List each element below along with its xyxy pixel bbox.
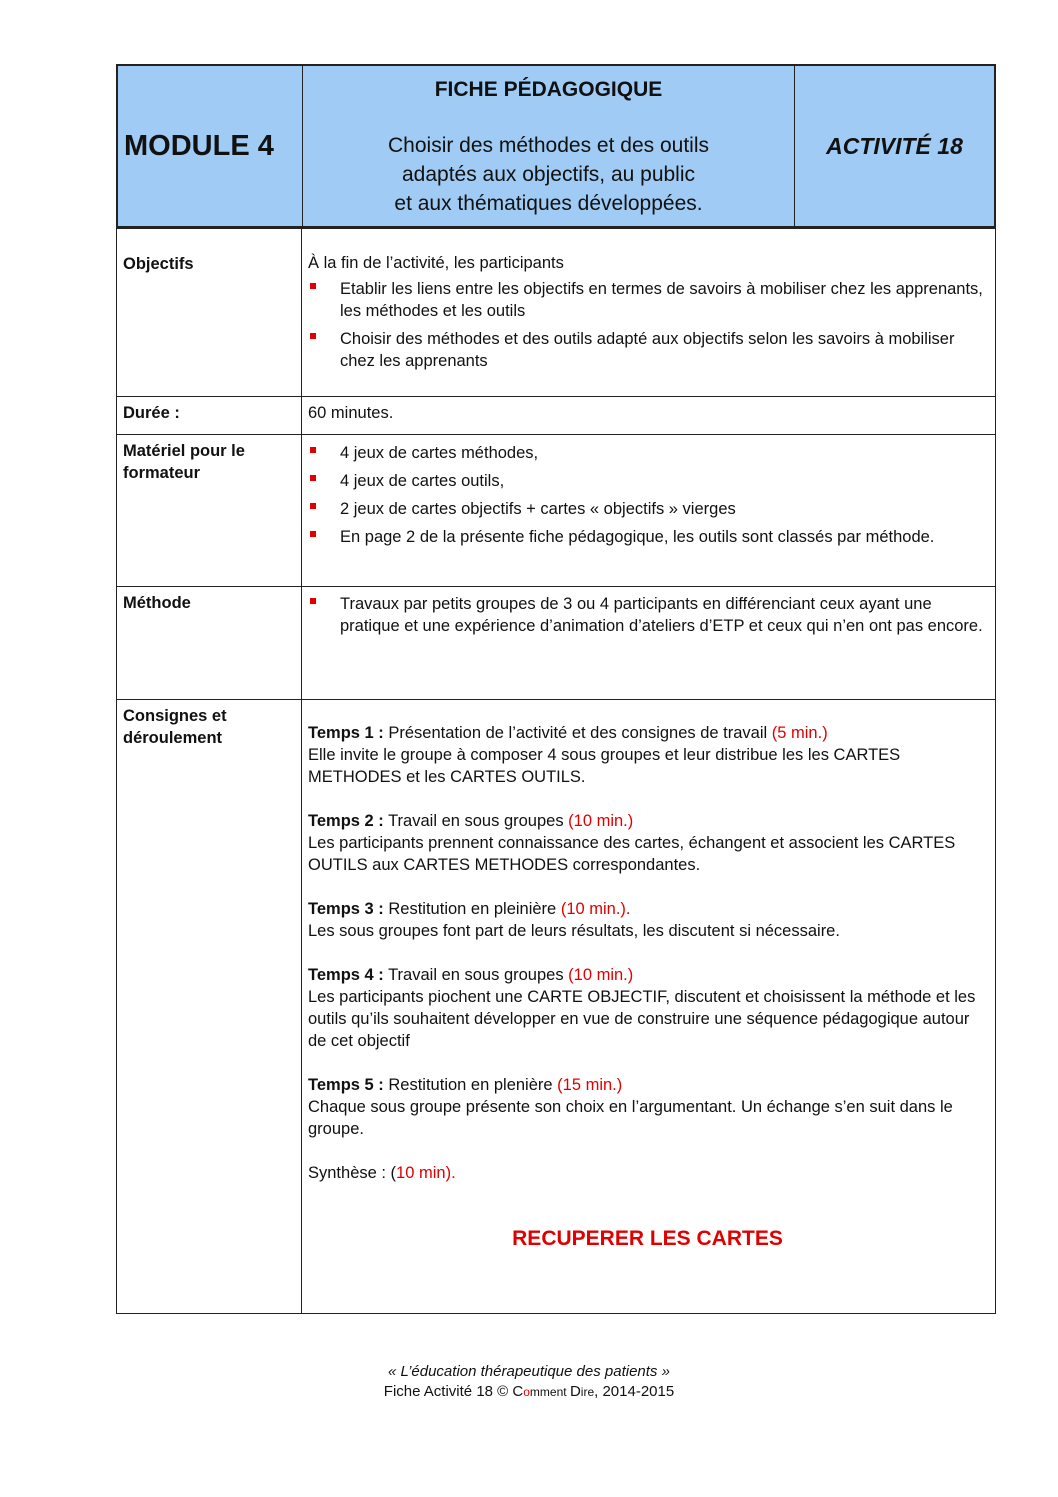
list-item: Choisir des méthodes et des outils adapté aux objectifs selon les savoirs à mobiliser chez les apprenants	[308, 328, 987, 372]
list-item: Etablir les liens entre les objectifs en termes de savoirs à mobiliser chez les apprenants, les méthodes et les outils	[308, 278, 987, 322]
synthese-duration: 10 min).	[396, 1164, 456, 1182]
content-methode	[302, 587, 996, 700]
content-objectifs	[302, 229, 996, 397]
bullet-square-icon	[310, 503, 316, 509]
brand-d: D	[569, 1383, 581, 1400]
step-1	[308, 722, 987, 788]
step-heading: Restitution en pleinière	[383, 900, 561, 918]
footer-title: « L’éducation thérapeutique des patients »	[388, 1363, 670, 1380]
subject-line: adaptés aux objectifs, au public	[401, 163, 696, 186]
bullet-square-icon	[310, 531, 316, 537]
step-2	[308, 810, 987, 876]
list-item: 4 jeux de cartes méthodes,	[308, 442, 987, 464]
step-3	[308, 898, 987, 942]
subject-title	[303, 131, 794, 218]
brand-ire: ire	[580, 1385, 595, 1399]
sheet-header	[116, 64, 996, 228]
step-text: Les sous groupes font part de leurs résultats, les discutent si nécessaire.	[308, 922, 840, 940]
row-objectifs	[117, 229, 996, 397]
label-duree: Durée :	[117, 397, 302, 435]
page-footer	[0, 1362, 1058, 1402]
subject-line: et aux thématiques développées.	[394, 192, 703, 215]
content-duree: 60 minutes.	[302, 397, 996, 435]
header-center	[303, 66, 795, 226]
step-text: Les participants prennent connaissance des cartes, échangent et associent les CARTES OUTILS aux CARTES METHODES correspondantes.	[308, 834, 956, 874]
step-4	[308, 964, 987, 1052]
step-heading: Travail en sous groupes	[383, 966, 569, 984]
footer-prefix: Fiche Activité 18 ©	[383, 1383, 513, 1400]
step-title: Temps 3 :	[308, 900, 384, 918]
step-5	[308, 1074, 987, 1140]
step-title: Temps 5 :	[308, 1076, 384, 1094]
row-duree	[117, 397, 996, 435]
step-heading: Travail en sous groupes	[383, 812, 569, 830]
synthese-label: Synthèse : (	[308, 1164, 397, 1182]
step-duration: (15 min.)	[557, 1076, 623, 1094]
row-methode	[117, 587, 996, 700]
brand-o: o	[523, 1385, 530, 1399]
step-title: Temps 4 :	[308, 966, 384, 984]
row-materiel	[117, 435, 996, 587]
module-title: MODULE 4	[118, 66, 303, 226]
list-item: 4 jeux de cartes outils,	[308, 470, 987, 492]
label-objectifs: Objectifs	[117, 229, 302, 397]
methode-list	[308, 593, 987, 637]
objectifs-intro: À la fin de l’activité, les participants	[308, 254, 564, 272]
step-duration: (10 min.)	[568, 966, 634, 984]
bullet-square-icon	[310, 475, 316, 481]
objectifs-list	[308, 278, 987, 372]
list-item: 2 jeux de cartes objectifs + cartes « objectifs » vierges	[308, 498, 987, 520]
step-text: Les participants piochent une CARTE OBJECTIF, discutent et choisissent la méthode et les outils qu’ils souhaitent développer en vue de construire une séquence pédagogique autour de cet objectif	[308, 988, 976, 1050]
step-text: Elle invite le groupe à composer 4 sous groupes et leur distribue les les CARTES METHODES et les CARTES OUTILS.	[308, 746, 901, 786]
bullet-square-icon	[310, 447, 316, 453]
list-item: Travaux par petits groupes de 3 ou 4 participants en différenciant ceux ayant une pratique et une expérience d’animation d’ateliers d’ETP et ceux qui n’en ont pas encore.	[308, 593, 987, 637]
step-heading: Présentation de l’activité et des consignes de travail	[383, 724, 772, 742]
step-duration: (10 min.).	[560, 900, 631, 918]
content-materiel	[302, 435, 996, 587]
bullet-square-icon	[310, 333, 316, 339]
list-item: En page 2 de la présente fiche pédagogique, les outils sont classés par méthode.	[308, 526, 987, 548]
subject-line: Choisir des méthodes et des outils	[388, 134, 709, 157]
label-materiel: Matériel pour le formateur	[117, 435, 302, 587]
sheet-body-table	[116, 228, 996, 1314]
materiel-list	[308, 442, 987, 548]
label-consignes: Consignes et déroulement	[117, 700, 302, 1314]
synthese	[308, 1162, 987, 1184]
label-methode: Méthode	[117, 587, 302, 700]
fiche-title: FICHE PÉDAGOGIQUE	[434, 78, 663, 101]
step-text: Chaque sous groupe présente son choix en l’argumentant. Un échange s’en suit dans le groupe.	[308, 1098, 953, 1138]
step-title: Temps 2 :	[308, 812, 384, 830]
recuperer-cartes-notice: RECUPERER LES CARTES	[512, 1227, 783, 1250]
activity-number: ACTIVITÉ 18	[826, 132, 963, 159]
footer-suffix: , 2014-2015	[594, 1383, 675, 1400]
content-consignes	[302, 700, 996, 1314]
row-consignes	[117, 700, 996, 1314]
brand-mment: mment	[529, 1385, 570, 1399]
footer-copyright	[0, 1382, 1058, 1402]
step-heading: Restitution en plenière	[383, 1076, 558, 1094]
activity-sheet	[116, 64, 996, 1314]
brand-c: C	[512, 1383, 524, 1400]
step-title: Temps 1 :	[308, 724, 384, 742]
step-duration: (5 min.)	[771, 724, 828, 742]
bullet-square-icon	[310, 283, 316, 289]
step-duration: (10 min.)	[568, 812, 634, 830]
bullet-square-icon	[310, 598, 316, 604]
